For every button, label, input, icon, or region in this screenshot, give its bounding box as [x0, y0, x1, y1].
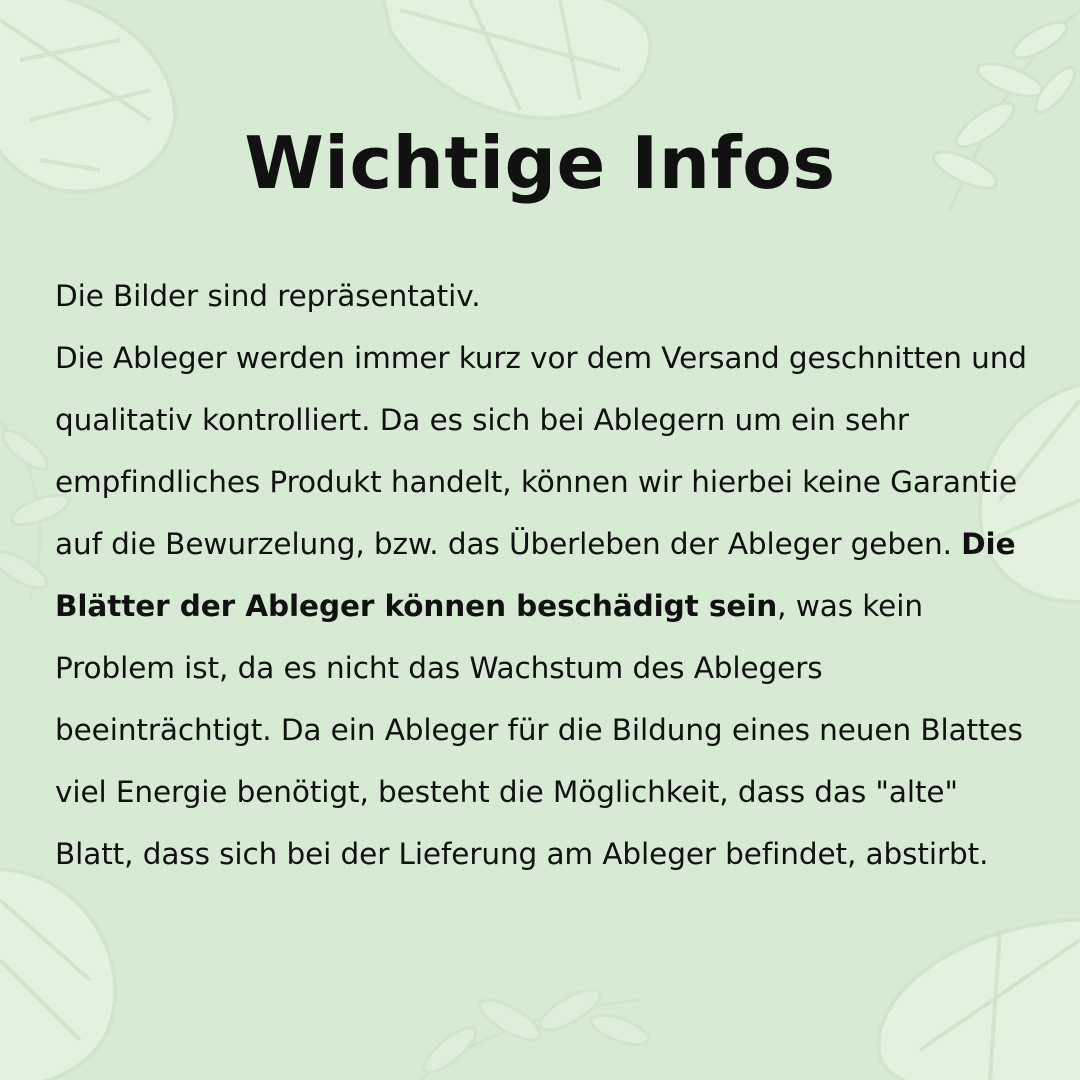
intro-text: Die Bilder sind repräsentativ. [55, 279, 481, 313]
page-title: Wichtige Infos [244, 121, 836, 205]
info-text [55, 265, 1045, 885]
highlighted-warning: Die Blätter der Ableger können beschädigt sein [55, 527, 1016, 623]
body-text-before-bold: Die Ableger werden immer kurz vor dem Versand geschnitten und qualitativ kontrolliert. Da es sich bei Ablegern um ein sehr empfindliches Produkt handelt, können wir hierbei keine Garantie auf die Bewurzelung, bzw. das Überleben der Ableger geben. [55, 341, 1027, 561]
body-text-after-bold: , was kein Problem ist, da es nicht das Wachstum des Ablegers beeinträchtigt. Da ein Ableger für die Bildung eines neuen Blattes viel Energie benötigt, besteht die Möglichkeit, dass das "alte" Blatt, dass sich bei der Lieferung am Ableger befindet, abstirbt. [55, 589, 1023, 871]
